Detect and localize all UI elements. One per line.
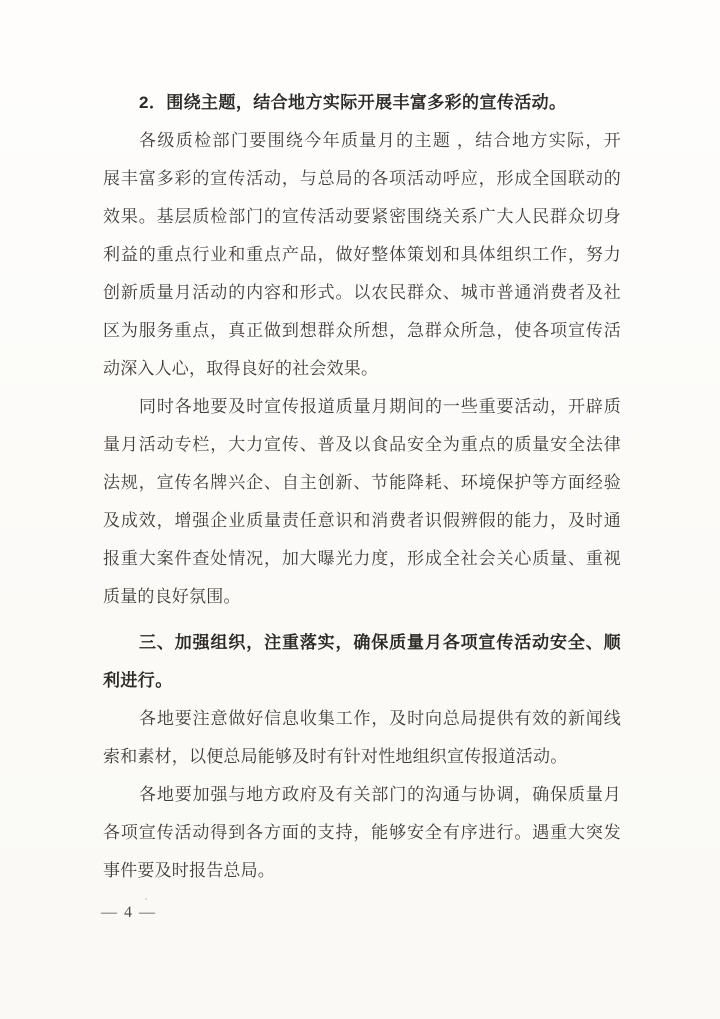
body-text-line: 展丰富多彩的宣传活动，与总局的各项活动呼应，形成全国联动的 — [103, 169, 621, 188]
body-text-line: 事件要及时报告总局。 — [103, 861, 275, 880]
body-text-line: 创新质量月活动的内容和形式。以农民群众、城市普通消费者及社 — [103, 283, 621, 302]
heading-line: 2．围绕主题，结合地方实际开展丰富多彩的宣传活动。 — [139, 93, 567, 112]
body-text-line: 各地要注意做好信息收集工作，及时向总局提供有效的新闻线 — [139, 709, 621, 728]
heading-line: 利进行。 — [103, 671, 173, 690]
heading-block — [103, 624, 621, 700]
heading-line: 三、加强组织，注重落实，确保质量月各项宣传活动安全、顺 — [139, 633, 621, 652]
body-text-line: 各级质检部门要围绕今年质量月的主题 ，结合地方实际，开 — [139, 131, 621, 150]
body-text-line: 法规，宣传名牌兴企、自主创新、节能降耗、环境保护等方面经验 — [103, 473, 621, 492]
body-text-line: 效果。基层质检部门的宣传活动要紧密围绕关系广大人民群众切身 — [103, 207, 621, 226]
scan-artifact-dot — [505, 208, 508, 211]
paragraph-block — [103, 776, 621, 890]
body-text-line: 量月活动专栏，大力宣传、普及以食品安全为重点的质量安全法律 — [103, 435, 621, 454]
paragraph-block — [103, 122, 621, 388]
scan-artifact-dot — [145, 898, 147, 900]
body-text-line: 各地要加强与地方政府及有关部门的沟通与协调，确保质量月 — [139, 785, 621, 804]
paragraph-block — [103, 700, 621, 776]
paragraph-block — [103, 388, 621, 616]
body-text-line: 索和素材，以便总局能够及时有针对性地组织宣传报道活动。 — [103, 747, 568, 766]
page-number: — 4 — — [101, 904, 157, 921]
body-text-line: 动深入人心，取得良好的社会效果。 — [103, 359, 379, 378]
body-text-line: 及成效，增强企业质量责任意识和消费者识假辨假的能力，及时通 — [103, 511, 621, 530]
body-text-line: 区为服务重点，真正做到想群众所想，急群众所急，使各项宣传活 — [103, 321, 621, 340]
body-text-line: 各项宣传活动得到各方面的支持，能够安全有序进行。遇重大突发 — [103, 823, 621, 842]
body-text-line: 同时各地要及时宣传报道质量月期间的一些重要活动，开辟质 — [139, 397, 621, 416]
body-text-line: 利益的重点行业和重点产品，做好整体策划和具体组织工作，努力 — [103, 245, 621, 264]
document-body — [103, 84, 621, 890]
heading-block — [103, 84, 621, 122]
body-text-line: 报重大案件查处情况，加大曝光力度，形成全社会关心质量、重视 — [103, 549, 621, 568]
body-text-line: 质量的良好氛围。 — [103, 587, 241, 606]
